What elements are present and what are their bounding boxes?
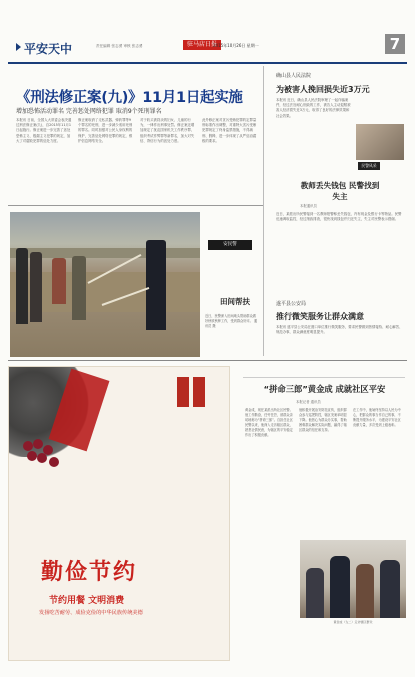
community-photo (300, 540, 406, 618)
lead-column: 修正案取消了走私武器、弹药罪等9个罪名的死刑，进一步减少适用死刑的罪名。同时加强对公民人身权利的保护，完善惩处网络犯罪的规定，维护信息网络安全。 (78, 118, 133, 143)
person-figure (380, 560, 400, 618)
person-figure (356, 564, 374, 618)
person-figure (52, 258, 66, 304)
suiping-headline: 推行微笑服务让群众满意 (276, 312, 364, 321)
officer-photo (356, 124, 404, 160)
field-photo (10, 212, 200, 357)
frugality-poster (8, 366, 230, 661)
profile-headline: “拼命三郎”黄金成 成就社区平安 (263, 384, 386, 394)
poster-calligraphy: 勤俭节约 (41, 559, 138, 585)
column-divider (263, 66, 264, 356)
photo-caption: 黄金成（左二）走访辖区群众 (333, 620, 373, 624)
lead-headline: 《刑法修正案(九)》11月1日起实施 (16, 90, 243, 106)
police-figure (146, 240, 166, 330)
editor-meta: 责任编辑 张志勇 审核 张志勇 (96, 44, 143, 48)
wallet-headline: 教师丢失钱包 民警找到失主 (300, 181, 380, 201)
profile-tag: 民警风采 (358, 162, 380, 170)
lead-subheadline: 增加恐怖活动罪名 完善惩处网络犯罪 取消9个死刑罪名 (16, 108, 162, 115)
page-number: 7 (385, 34, 405, 54)
header-rule (8, 62, 407, 64)
red-seal (177, 377, 189, 407)
suiping-kicker: 遂平县公安局 (276, 301, 307, 307)
divider (8, 205, 263, 206)
grapes-painting (19, 437, 79, 477)
person-figure (16, 248, 28, 324)
photo-title: 田间帮扶 (220, 297, 250, 306)
lead-column: 本报讯 日前，全国人大常委会表决通过刑法修正案(九)，自2015年11月1日起施行。修正案进一步完善了惩处恐怖主义、极端主义犯罪的规定，加大了对腐败犯罪的惩处力度。 (16, 118, 72, 143)
profile-byline: 本报记者 通讯员 (296, 400, 321, 404)
court-headline: 为被害人挽回损失近3万元 (276, 85, 370, 94)
photo-caption: 近日，民警深入田间地头帮助群众做好秋收秋种工作，受到群众好评。 通讯员 摄 (205, 314, 258, 328)
section-title: 平安天中 (24, 42, 73, 56)
photo-tag: 安民警 (208, 240, 252, 250)
profile-column: 他积极开展治安防范宣传，组织群众参与巡逻防控，辖区发案率明显下降。他热心为群众办实事，帮助困难群众解决实际问题，赢得了辖区群众的信任和支持。 (299, 408, 347, 432)
police-figure (330, 556, 350, 618)
divider (8, 360, 407, 361)
person-figure (30, 252, 42, 322)
section-arrow-icon (16, 43, 21, 51)
lead-column: 此外修正案对贪污受贿犯罪的定罪量刑标准作出调整，对重特大贪污受贿犯罪规定了终身监禁措施，不得减刑、假释，进一步体现了从严惩治腐败的要求。 (202, 118, 257, 143)
lead-body (16, 118, 258, 202)
wallet-byline: 本报通讯员 (300, 204, 317, 208)
suiping-body: 本报讯 遂平县公安局在窗口单位推行微笑服务，要求民警做到热情接待、耐心解答、规范办事，群众满意度明显提升。 (276, 325, 403, 335)
issue-date: 2015年10月26日 星期一 (213, 43, 259, 48)
person-figure (72, 256, 86, 320)
divider (243, 377, 405, 378)
poster-slogan: 节约用餐 文明消费 (49, 596, 125, 606)
profile-column: 在工作中，他始终坚持以人民为中心，把群众的事当作自己的事，不断提升服务水平，为建设平安社区贡献力量，多次受到上级表彰。 (353, 408, 401, 427)
red-seal (193, 377, 205, 407)
page-header (8, 30, 408, 62)
profile-column: 黄金成，现任某派出所社区民警。他工作勤奋，任劳任怨，被群众亲切地称为“拼命三郎”。自担任社区民警以来，他深入走访辖区群众，熟悉社情民意，为辖区的平安稳定作出了积极贡献。 (245, 408, 293, 437)
court-kicker: 确山县人民法院 (276, 73, 312, 79)
newspaper-logo: 驻马店日报 (183, 40, 221, 50)
person-figure (306, 568, 324, 618)
poster-tagline: 发扬吃苦耐劳、成俭克俭的中华民族传统美德 (39, 610, 143, 616)
lead-column: 对于收买被拐卖的妇女、儿童的行为，一律作出刑事处罚。修正案还增加规定了扰乱国家机关工作秩序罪、组织考试作弊罪等新罪名，加大对失信、背信行为的惩处力度。 (140, 118, 195, 143)
wallet-body: 近日，某派出所民警接到一名教师报警称丢失钱包，内有现金及银行卡等物品。民警迅速调取监控，经过细致排查，很快找到钱包并归还失主，失主对民警表示感谢。 (276, 212, 402, 222)
court-body: 本报讯 近日，确山县人民法院审理了一起诈骗案件，经过法官耐心细致的工作，被告人主动退赔被害人经济损失近3万元，取得了良好的法律效果和社会效果。 (276, 98, 351, 118)
